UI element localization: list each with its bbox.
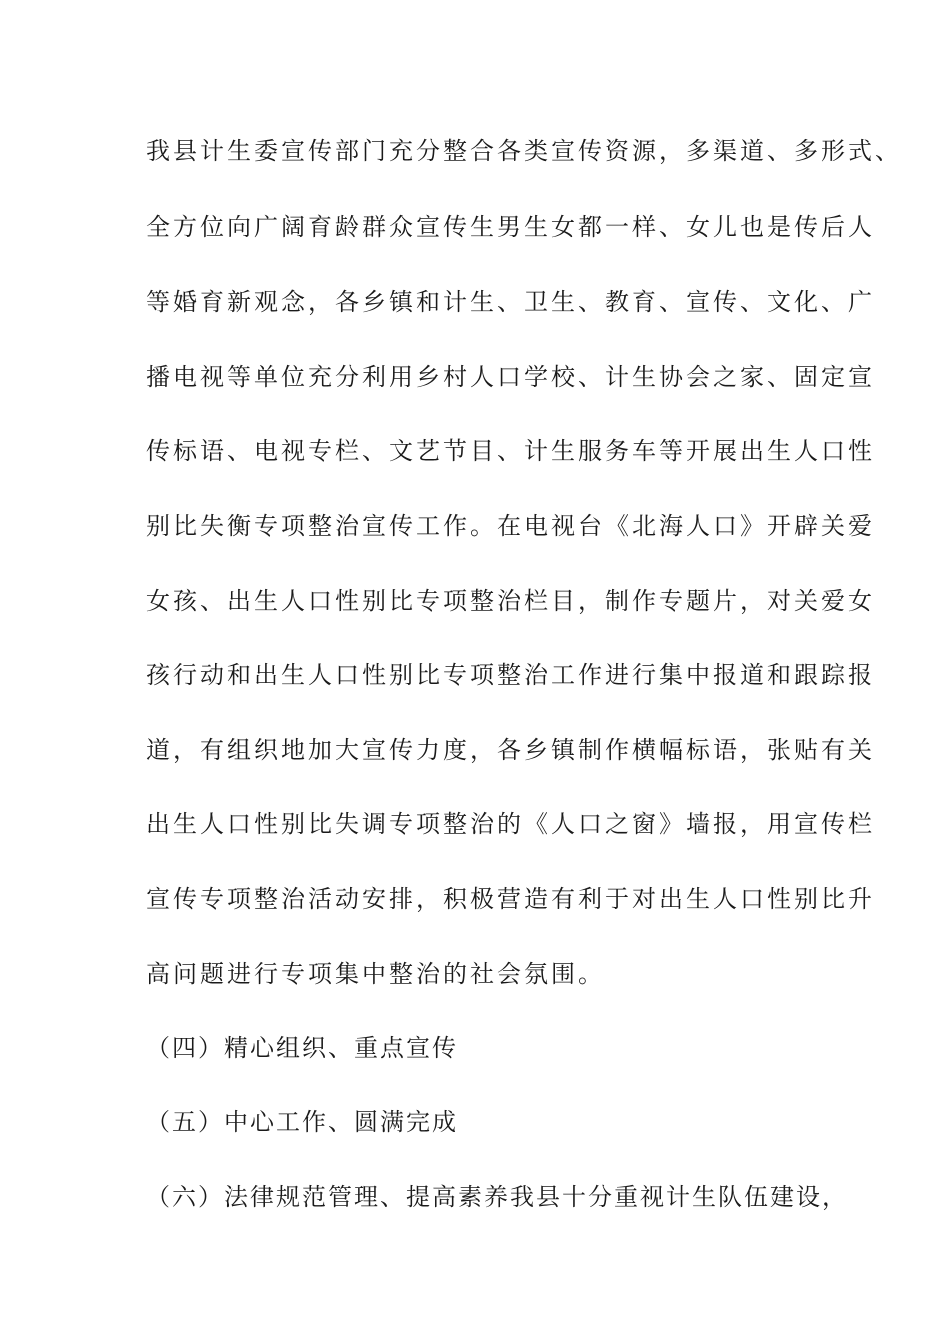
section-heading-6: （六）法律规范管理、提高素养我县十分重视计生队伍建设， (146, 1183, 848, 1211)
paragraph-line: 别比失衡专项整治宣传工作。在电视台《北海人口》开辟关爱 (146, 512, 875, 540)
paragraph-line: 我县计生委宣传部门充分整合各类宣传资源，多渠道、多形式、 (146, 137, 902, 165)
paragraph-line: 出生人口性别比失调专项整治的《人口之窗》墙报，用宣传栏 (146, 810, 875, 838)
paragraph-line: 播电视等单位充分利用乡村人口学校、计生协会之家、固定宣 (146, 363, 875, 391)
section-heading-5: （五）中心工作、圆满完成 (146, 1108, 458, 1136)
paragraph-line: 等婚育新观念，各乡镇和计生、卫生、教育、宣传、文化、广 (146, 288, 875, 316)
paragraph-line: 传标语、电视专栏、文艺节目、计生服务车等开展出生人口性 (146, 437, 875, 465)
paragraph-line: 女孩、出生人口性别比专项整治栏目，制作专题片，对关爱女 (146, 587, 875, 615)
paragraph-line: 高问题进行专项集中整治的社会氛围。 (146, 960, 605, 988)
section-heading-4: （四）精心组织、重点宣传 (146, 1034, 458, 1062)
paragraph-line: 全方位向广阔育龄群众宣传生男生女都一样、女儿也是传后人 (146, 213, 875, 241)
paragraph-line: 道，有组织地加大宣传力度，各乡镇制作横幅标语，张贴有关 (146, 736, 875, 764)
paragraph-line: 孩行动和出生人口性别比专项整治工作进行集中报道和跟踪报 (146, 661, 875, 689)
paragraph-line: 宣传专项整治活动安排，积极营造有利于对出生人口性别比升 (146, 885, 875, 913)
